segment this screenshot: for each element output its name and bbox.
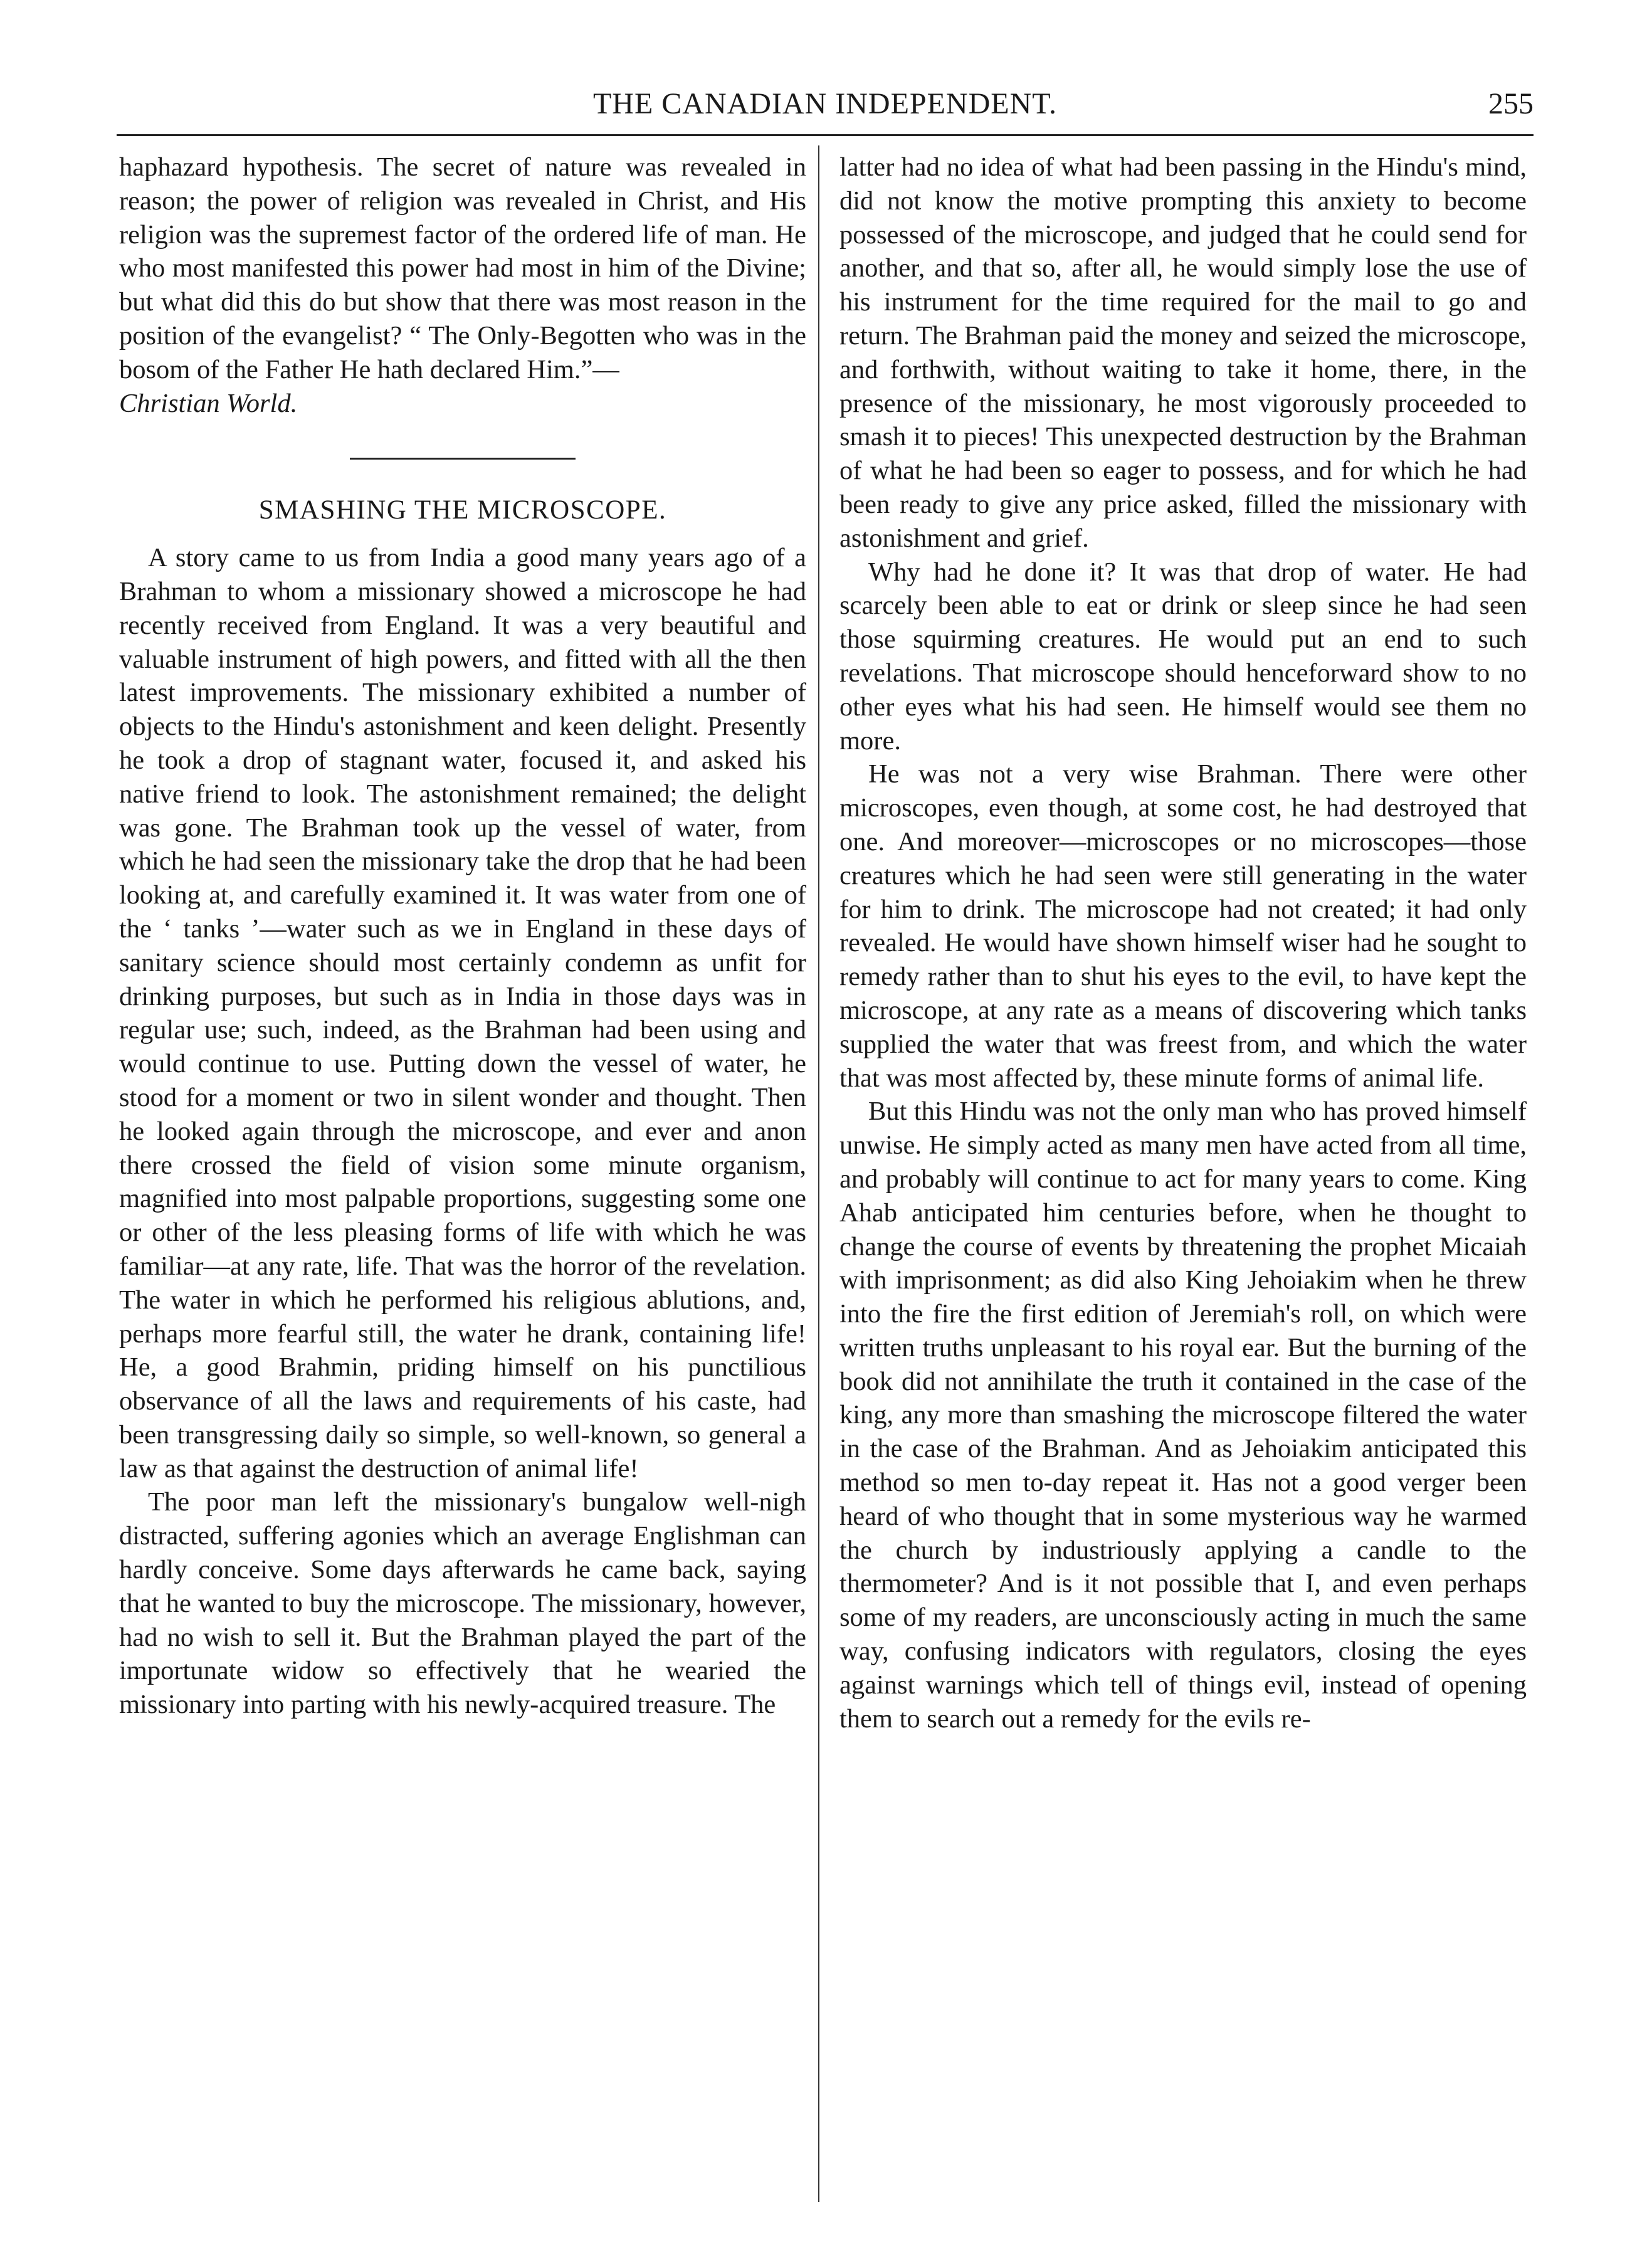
page-number: 255 <box>1488 87 1534 120</box>
article-paragraph: But this Hindu was not the only man who has proved himself unwise. He simply acted as many men have acted from all time, and probably will continue to act for many years to come. King Ahab anticipated him centuries before, when he thought to change the course of events by threatening the prophet Micaiah with imprisonment; as did also King Jehoiakim when he threw into the fire the first edition of Jeremiah's roll, on which were written truths unpleasant to his royal ear. But the burning of the book did not annihilate the truth it contained in the case of the king, any more than smashing the microscope filtered the water in the case of the Brahman. And as Jehoiakim anticipated this method so men to-day repeat it. Has not a good verger been heard of who thought that in some mysterious way he warmed the church by industriously applying a candle to the thermometer? And is it not possible that I, and even perhaps some of my readers, are unconsciously acting in much the same way, confusing indicators with regulators, closing the eyes against warnings which tell of things evil, instead of opening them to search out a remedy for the evils re- <box>839 1097 1527 1734</box>
column-divider <box>818 145 819 2202</box>
right-column <box>839 150 1527 1735</box>
article-paragraph: He was not a very wise Brahman. There were other microscopes, even though, at some cost, he had destroyed that one. And moreover—microscopes or no microscopes—those creatures which he had seen were still generating in the water for him to drink. The microscope had not created; it had only revealed. He would have shown himself wiser had he sought to remedy rather than to shut his eyes to the evil, to have kept the microscope, at any rate as a means of discovering which tanks supplied the water that was freest from, and which the water that was most affected by, these minute forms of animal life. <box>839 759 1527 1093</box>
section-heading: SMASHING THE MICROSCOPE. <box>258 495 667 525</box>
article-paragraph: The poor man left the missionary's bungalow well-nigh distracted, suffering agonies which an average Englishman can hardly conceive. Some days afterwards he came back, saying that he wanted to buy the microscope. The missionary, however, had no wish to sell it. But the Brahman played the part of the importunate widow so effectively that he wearied the missionary into parting with his newly-acquired treasure. The <box>119 1487 806 1720</box>
article-continuation <box>119 150 806 420</box>
header-rule <box>117 134 1534 136</box>
article-paragraph: Why had he done it? It was that drop of water. He had scarcely been able to eat or drink or sleep since he had seen those squirming creatures. He would put an end to such revelations. That microscope should henceforward show to no other eyes what his had seen. He himself would see them no more. <box>839 557 1527 756</box>
article-paragraph: latter had no idea of what had been passing in the Hindu's mind, did not know the motive prompting this anxiety to become possessed of the microscope, and judged that he could send for another, and that so, after all, he would simply lose the use of his instrument for the time required for the mail to go and return. The Brahman paid the money and seized the microscope, and forthwith, without waiting to take it home, there, in the presence of the missionary, he most vigorously proceeded to smash it to pieces! This unexpected destruction by the Brahman of what he had been so eager to possess, and for which he had been ready to give any price asked, filled the missionary with astonishment and grief. <box>839 152 1527 553</box>
section-separator-rule <box>350 458 576 460</box>
article-paragraph: A story came to us from India a good many years ago of a Brahman to whom a missionary showed a microscope he had recently received from England. It was a very beautiful and valuable instrument of high powers, and fitted with all the then latest improvements. The missionary exhibited a number of objects to the Hindu's astonishment and keen delight. Presently he took a drop of stagnant water, focused it, and asked his native friend to look. The astonishment remained; the delight was gone. The Brahman took up the vessel of water, from which he had seen the missionary take the drop that he had been looking at, and carefully examined it. It was water from one of the ‘ tanks ’—water such as we in England in these days of sanitary science should most certainly condemn as unfit for drinking purposes, but such as in India in those days was in regular use; such, indeed, as the Brahman had been using and would continue to use. Putting down the vessel of water, he stood for a moment or two in silent wonder and thought. Then he looked again through the microscope, and ever and anon there crossed the field of vision some minute organism, magnified into most palpable proportions, suggesting some one or other of the less pleasing forms of life with which he was familiar—at any rate, life. That was the horror of the revelation. The water in which he performed his religious ablutions, and, perhaps more fearful still, the water he drank, containing life! He, a good Brahmin, priding himself on his punctilious observance of all the laws and requirements of his caste, had been transgressing daily so simple, so well-known, so general a law as that against the destruction of animal life! <box>119 543 806 1483</box>
left-column <box>119 150 806 1722</box>
running-title: THE CANADIAN INDEPENDENT. <box>592 87 1057 120</box>
running-head <box>117 80 1534 130</box>
article-source: Christian World. <box>119 388 298 418</box>
continuation-text: haphazard hypothesis. The secret of nature was revealed in reason; the power of religion was revealed in Christ, and His religion was the supremest factor of the ordered life of man. He who most manifested this power had most in him of the Divine; but what did this do but show that there was most reason in the position of the evangelist? “ The Only-Begotten who was in the bosom of the Father He hath declared Him.”— <box>119 152 806 384</box>
